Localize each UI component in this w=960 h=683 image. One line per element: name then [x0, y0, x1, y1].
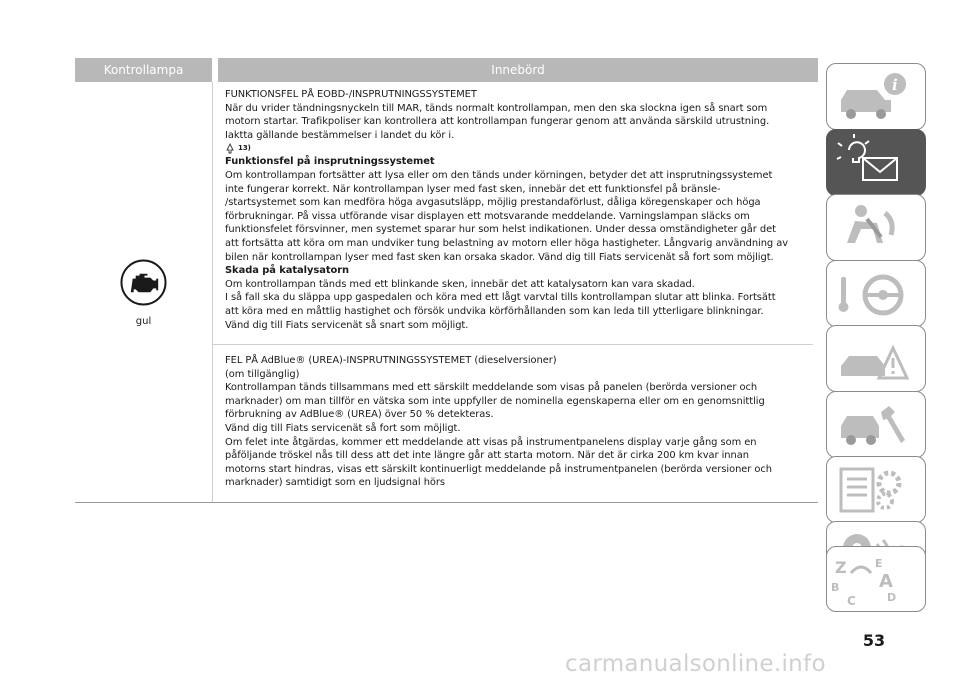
- text-line: motorns start hindras, visas ett särskilt kontinuerligt meddelande på instrumentpanelen (berörda versioner och: [225, 463, 772, 475]
- text-line: att fortsätta att köra om man undviker tung belastning av motorn eller höga hastigheter. Långvarig användning av: [225, 237, 789, 249]
- text-line: Om kontrollampan fortsätter att lysa eller om den tänds under körningen, betyder det att insprutningssystemet: [225, 169, 773, 181]
- text-line: inte fungerar korrekt. När kontrollampan lyser med fast sken, innebär det ett funktionsfel på bränsle-: [225, 183, 721, 195]
- text-line: Iaktta gällande bestämmelser i landet du kör i.: [225, 129, 455, 141]
- table-bottom-line: [75, 502, 818, 503]
- note-reference: [225, 142, 813, 155]
- text-line: När du vrider tändningsnyckeln till MAR, tänds normalt kontrollampan, men den ska slockna igen så snart som: [225, 102, 768, 114]
- lamp-color-label: gul: [135, 316, 152, 327]
- text-line: (om tillgänglig): [225, 368, 300, 380]
- text-line: förbrukning av AdBlue® (UREA) över 50 % detekteras.: [225, 409, 494, 421]
- index-icon: [827, 547, 927, 613]
- tab-technical-data[interactable]: [826, 456, 926, 523]
- text-line: motorn startar. Trafikpoliser kan kontrollera att kontrollampan fungerar genom att använda särskild utrustning.: [225, 116, 770, 128]
- svg-text:C: C: [847, 594, 856, 608]
- car-info-icon: [827, 64, 927, 131]
- header-kontrollampa: Kontrollampa: [75, 58, 212, 82]
- tab-safety[interactable]: [826, 194, 926, 261]
- steering-wheel-icon: [827, 261, 927, 328]
- text-line: FEL PÅ AdBlue® (UREA)-INSPRUTNINGSSYSTEMET (dieselversioner): [225, 355, 557, 366]
- table-row: [75, 82, 818, 502]
- svg-text:Z: Z: [835, 558, 847, 577]
- tab-warning-lights[interactable]: [826, 129, 926, 196]
- text-line: Vänd dig till Fiats servicenät så snart som möjligt.: [225, 319, 469, 331]
- footer-watermark: carmanualsonline.info: [565, 651, 826, 677]
- text-line: Om felet inte åtgärdas, kommer ett meddelande att visas på instrumentpanelens display varje gång som en: [225, 436, 757, 448]
- svg-text:A: A: [879, 571, 893, 592]
- seat-safety-icon: [827, 195, 927, 262]
- text-line: FUNKTIONSFEL PÅ EOBD-/INSPRUTNINGSSYSTEMET: [225, 89, 477, 100]
- text-line: /startsystemet som kan medföra höga avgasutsläpp, möjlig prestandaförlust, dåliga köregenskaper och höga: [225, 197, 761, 209]
- tab-index[interactable]: [826, 546, 926, 612]
- lamp-cell: [75, 82, 213, 502]
- svg-text:B: B: [831, 581, 840, 594]
- text-line: påföljande tröskel nås till dess att det inte längre går att starta motorn. När det är cirka 200 km kvar innan: [225, 450, 749, 462]
- page-number: 53: [862, 631, 886, 650]
- text-line: I så fall ska du släppa upp gaspedalen och köra med ett lågt varvtal tills kontrollampan slutar att blinka. Fortsätt: [225, 292, 776, 304]
- text-line: förbrukningar. På vissa utförande visar displayen ett motsvarande meddelande. Varningslampan släcks om: [225, 210, 750, 222]
- engine-check-icon: [120, 259, 167, 306]
- text-line: bilen när kontrollampan lyser med fast sken kan orsaka skador. Vänd dig till Fiats servicenät så fort som möjligt.: [225, 251, 774, 263]
- text-line: marknader) om man tillför en vätska som inte uppfyller de nominella egenskaperna eller om en genomsnittlig: [225, 395, 765, 407]
- text-line: Vänd dig till Fiats servicenät så fort som möjligt.: [225, 422, 461, 434]
- emergency-icon: [827, 326, 927, 393]
- meaning-cell: [213, 82, 813, 502]
- note-number: 13): [238, 144, 251, 153]
- svg-text:D: D: [887, 591, 897, 604]
- note-hand-icon: [225, 143, 235, 154]
- eobd-fault-text: [225, 82, 813, 344]
- warning-light-table: [75, 58, 818, 503]
- adblue-fault-text: [225, 345, 813, 502]
- header-innebord: Innebörd: [218, 58, 818, 82]
- subheading-catalyst: Skada på katalysatorn: [225, 265, 350, 277]
- subheading-injection: Funktionsfel på insprutningssystemet: [225, 156, 435, 168]
- tab-starting-driving[interactable]: [826, 260, 926, 327]
- text-line: funktionsfelet försvinner, men systemet sparar hur som helst indikationen. Under dessa omständigheter går det: [225, 224, 776, 236]
- tab-maintenance[interactable]: [826, 391, 926, 458]
- tab-car-info[interactable]: [826, 63, 926, 130]
- warning-lights-icon: [827, 130, 927, 197]
- text-line: Om kontrollampan tänds med ett blinkande sken, innebär det att katalysatorn kan vara skadad.: [225, 278, 695, 290]
- maintenance-icon: [827, 392, 927, 459]
- tab-emergency[interactable]: [826, 325, 926, 392]
- svg-text:E: E: [875, 557, 883, 570]
- technical-data-icon: [827, 457, 927, 524]
- text-line: marknader) samtidigt som en ljudsignal hörs: [225, 477, 446, 489]
- text-line: att köra med en måttlig hastighet och försök undvika körförhållanden som kan leda till ytterligare blinkningar.: [225, 305, 764, 317]
- table-header: [75, 58, 818, 82]
- svg-text:i: i: [892, 76, 898, 94]
- text-line: Kontrollampan tänds tillsammans med ett särskilt meddelande som visas på panelen (berörda versioner och: [225, 382, 758, 394]
